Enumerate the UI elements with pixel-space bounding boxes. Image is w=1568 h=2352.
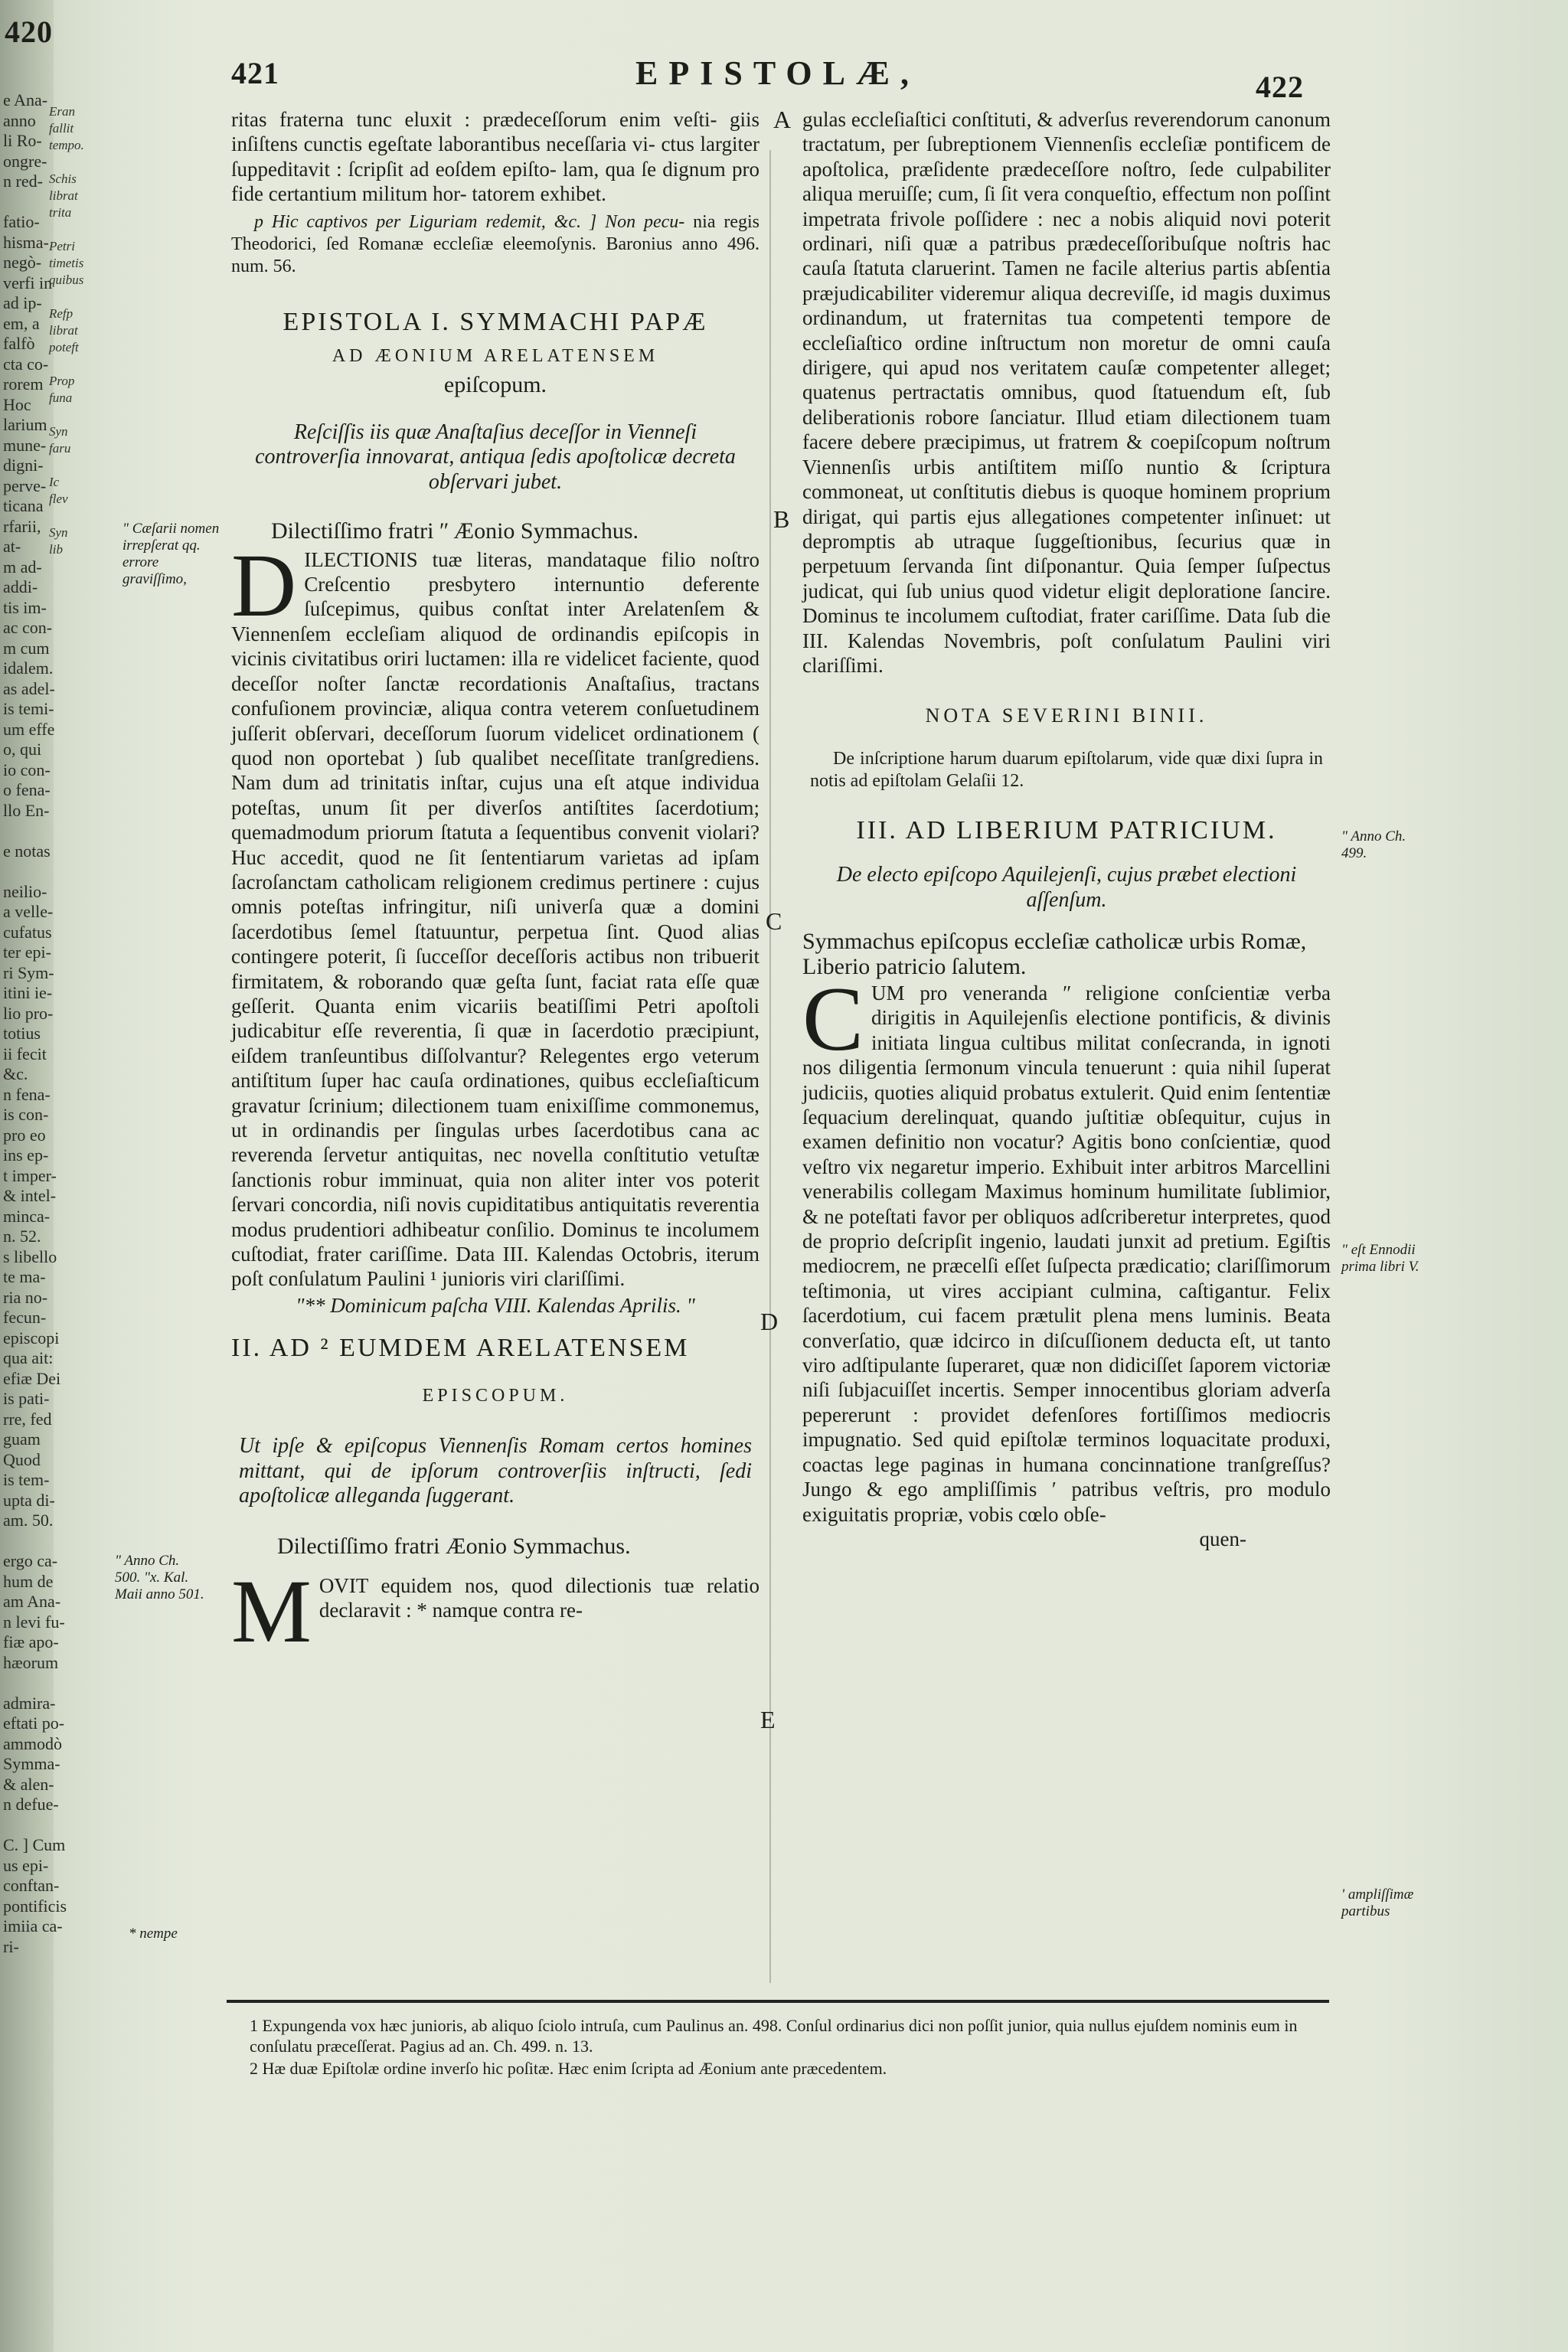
margin-note-anno-499: ʺ Anno Ch. 499. [1341,828,1406,861]
page-number-left: 421 [231,56,279,90]
left-edge-line: o, qui [3,740,42,759]
margin-note-caesarii: ʺ Cæſarii nomen irrepſerat qq. errore graviſſimo, [122,521,220,587]
left-edge-line: e notas [3,841,51,861]
left-edge-line: am. 50. [3,1511,54,1530]
left-edge-line: fecun- [3,1308,47,1327]
left-edge-line: addi- [3,577,38,596]
note-p [231,211,760,278]
intro-line: lam, qua ſe dignum pro fide certantium militum hor- [231,157,760,206]
left-edge-line: hum de [3,1571,54,1591]
left-edge-line: rre, fed [3,1409,52,1429]
ep3-body-para [802,967,1331,1527]
left-edge-line: &c. [3,1064,28,1083]
left-edge-line: idalem. [3,658,54,678]
left-edge-line: qua ait: [3,1348,54,1367]
left-edge-line: s libello [3,1246,57,1266]
left-edge-line: ria no- [3,1287,48,1307]
left-edge-line: & alen- [3,1774,54,1794]
ep3-catchword: quen- [1199,1527,1246,1550]
left-edge-line: verfi in [3,273,53,292]
left-edge-line: rfarii, [3,516,41,536]
left-edge-line: rorem [3,374,44,394]
ep1-summary: Reſciſſis iis quæ Anaſtaſius deceſſor in Vienneſi controverſia innovarat, antiqua ſedis apoſtolicæ decreta obſervari jubet. [255,420,736,494]
left-edge-line: fatio- [3,212,40,231]
ep2-title: II. AD ² EUMDEM ARELATENSEM [231,1334,690,1363]
left-edge-line: lio pro- [3,1003,54,1023]
left-edge-line: itini ie- [3,983,53,1002]
left-edge-line: Symma- [3,1754,60,1773]
left-edge-line: ammodò [3,1733,62,1753]
intro-line: giis inſiſtens cunctis egeſtate laborantibus neceſſaria vi- [231,108,760,156]
left-edge-line [3,821,51,841]
intro-line: ctus largiter ſuppeditavit : ſcripſit ad eoſdem epiſto- [231,132,760,181]
left-edge-line: upta di- [3,1490,55,1510]
left-edge-line: ri Sym- [3,962,54,982]
left-edge-line: is con- [3,1105,49,1124]
left-edge-line: m cum [3,638,50,658]
ep2-summary: Ut ipſe & epiſcopus Viennenſis Romam certos homines mittant, qui de ipſorum controverſiis inſtructi, ſedi apoſtolicæ allegandа ſuggerant. [239,1434,752,1508]
running-title: EPISTOLÆ, [635,54,920,92]
left-edge-line: digni- [3,456,44,475]
ep2-sub: EPISCOPUM. [422,1386,569,1406]
note-p-line2: nia regis Theodorici, ſed Romanæ eccleſiæ eleemoſynis. [231,211,760,254]
left-edge-line: hisma- [3,232,49,252]
left-edge-line: e Ana- [3,90,48,109]
left-edge-line: is pati- [3,1389,50,1408]
left-edge-line [3,192,51,213]
ep3-summary: De electo epiſcopo Aquilejenſi, cujus præbet electioni aſſenſum. [836,863,1297,912]
left-edge-line: conftan- [3,1876,60,1895]
ep1-sub: AD ÆONIUM ARELATENSEM [332,345,659,366]
left-edge-line: llo En- [3,800,50,820]
ep3-salutation: Symmachus epiſcopus eccleſiæ catholicæ urbis Romæ, Liberio patricio ſalutem. [802,929,1307,979]
left-edge-line: fiæ apo- [3,1632,59,1651]
margin-note-amplissimae: ʹ ampliſſimæ partibus [1341,1886,1414,1919]
footnote-1: 1 Expungenda vox hæc junioris, ab aliquo ſciolo intruſa, cum Paulinus an. 498. Conſul ordinarius dici non poſſit junior, quia nullus ejuſdem nominis eum in conſulatu præceſſerat. Pagius ad an. Ch. 499. n. 13. [250,2016,1298,2056]
left-edge-line: m ad- [3,557,42,577]
note-p-line3: Baronius anno 496. num. 56. [231,234,760,276]
left-edge-line: minca- [3,1206,51,1226]
left-edge-line: eftati po- [3,1713,65,1733]
ep2-salutation: Dilectiſſimo fratri Æonio Symmachus. [277,1534,631,1560]
nota-body: De inſcriptione harum duarum epiſtolarum, vide quæ dixi ſupra in notis ad epiſtolam Gelaſii 12. [810,749,1323,792]
ep1-date-note: ʺ** Dominicum paſcha VIII. Kalendas Aprilis. ʺ [296,1293,695,1317]
left-edge-line: ii fecit [3,1044,47,1063]
left-edge-line: ticana [3,496,44,515]
margin-letter-e: E [760,1706,776,1733]
ep1-body: ILECTIONIS tuæ literas, mandataque filio noſtro Creſcentio presbytero internuntio deferente ſuſcepimus, quibus conſtat inter Arelatenſem & Viennenſem eccleſiam aliquod de ordinandis epiſcopis in vicinis civitatibus oriri luctamen: illa re videlicet faciente, quod deceſſor noſter ſanctæ recordationis Anaſtaſius, tractans confuſionem provinciæ, aliqua contra veterem conſuetudinem juſſerit obſervari, deceſſorum ſuorum videlicet ordinationem ( quod non oportebat ) ſub qualibet neceſſitate tranſgrediens. Nam dum ad trinitatis inſtar, cujus una eſt atque individua poteſtas, unum ſit per diverſos antiſtites ſacerdotium; quemadmodum priorum ſtatuta a ſequentibus convenit violari? Huc accedit, quod ne ſit ſententiarum varietas ad ipſam ſacroſanctam catholicam religionem credimus pertinere : cujus omnis poteſtas infringitur, niſi univerſa quæ a domini ſacerdotibus ſemel ſtatuuntur, perpetua ſint. Quod alias contingere poterit, ſi ſucceſſor deceſſoris actibus non tribuerit firmitatem, & roborando quæ geſta ſunt, faciat rata eſſe quæ geſſerit. Quanta enim vicariis beatiſſimi Petri apoſtoli judicabitur eſſe reverentia, ſi quæ in ſacerdotio præcipiunt, eiſdem tranſeuntibus diſſolvantur? Relegentes ergo veterum antiſtitum ſuper hac cauſa ordinationes, quibus eccleſiaſticum gravatur ſcrinium; dilectionem tuam enixiſſime commonemus, ut in ordinandis per ſingulas urbes ſacerdotibus cana ac reverenda ſervetur antiquitas, nec novella conſtitutio vetuſtæ ſanctionis robur imminuat, quia non aliter inter vos poterit ſervari concordia, niſi novis cupiditatibus antiquitatis reverentia modus prudentiori adhibeatur conſilio. Dominus te incolumem cuſtodiat, frater cariſſime. Data III. Kalendas Octobris, iterum poſt conſulatum Paulini ¹ junioris viri clariſſimi. [231,547,760,1291]
note-p-line1: p Hic captivos per Liguriam redemit, &c. ] Non pecu- [254,211,685,232]
left-edge-line: larium [3,415,47,434]
ep3-dropcap: C [802,967,864,1070]
left-edge-line: pro eo [3,1125,46,1145]
ep1-body-para [231,534,760,1292]
left-edge-line: n red- [3,172,43,191]
left-edge-line: n. 52. [3,1227,41,1246]
left-edge-line: ins ep- [3,1145,49,1165]
margin-note-nempe: * nempe [129,1926,178,1942]
left-edge-line: tis im- [3,597,47,617]
left-edge-line: am Ana- [3,1592,61,1611]
left-edge-line: cta co- [3,354,49,374]
left-edge-line: ac con- [3,618,53,637]
left-edge-line: ad ip- [3,293,42,312]
left-edge-line: ter epi- [3,942,51,962]
left-edge-line: t imper- [3,1165,57,1185]
left-edge-line: pontificis [3,1896,67,1916]
column-divider [769,150,771,1983]
right-column [802,107,1331,1551]
left-edge-line: imiia ca- [3,1916,63,1936]
left-edge-line: ergo ca- [3,1551,58,1570]
left-edge-line: admira- [3,1693,56,1713]
left-edge-line: a velle- [3,902,54,921]
margin-letter-c: C [766,907,782,935]
margin-letter-a: A [773,106,792,133]
left-edge-line: totius [3,1024,41,1043]
left-edge-line: & intel- [3,1186,57,1205]
left-edge-line: em, a [3,313,40,333]
left-edge-line: us epi- [3,1855,49,1875]
margin-letter-b: B [773,505,790,533]
left-edge-line: episcopi [3,1328,60,1348]
ep3-body: UM pro veneranda ʺ religione conſcientiæ verba dirigitis in Aquilejenſis electione pontificis, & divinis initiata lingua cultibus militat conſecranda, in ignoti nos diligentia ſermonum vincula tenuerunt : quia nihil ſuperat judiciis, quoties aliquid probatus extulerit. Quid enim ſententiæ ſequacium derelinquat, quando juſtitiæ obſequitur, cujus in examen definitio non vocatur? Agitis bono conſcientiæ, quod veſtro vix negaretur imperio. Exhibuit inter arbitros Marcellini venerabilis collegam Maximus hominum humilitate ſublimior, & ne poteſtati favor per obliquos adſcriberetur interpretes, quod de proprio deſcripſit ingenio, laudati junxit ad pretium. Egiſtis mediocrem, ne præcelſi eſſet ſuſpecta prædicatio; clariſſimorum teſtimonia, ut vires accipiant culmina, caſtigantur. Felix ſacerdotium, cui facem prætulit plena mens luminis. Beata converſatio, quæ idcirco in diſcuſſionem deducta eſt, ut tanto viro adſtipulante ſuperaret, quæ non didiciſſet ſaporem victoriæ niſi ſubjacuiſſet incertis. Semper innocentibus gloriam adverſa pepererunt : providet defenſores fortiſſimos mediocris impugnatio. Sed quid epiſtolæ terminos loquacitate produxi, coactas lege paginas in humana concinnatione tranſgreſſus? Jungo & ego ampliſſimis ʹ patribus veſtris, pro modulo exiguitatis propriæ, vobis cœlo obſe- [802,981,1331,1526]
left-edge-line [3,1673,51,1694]
left-edge-line: hæorum [3,1652,59,1672]
left-edge-line: o fena- [3,780,51,799]
margin-note-anno-500: ʺ Anno Ch. 500. ʺx. Kal. Maii anno 501. [115,1553,204,1602]
left-edge-line: negò- [3,253,42,272]
left-edge-line [3,1531,51,1552]
left-edge-line: n fena- [3,1084,51,1104]
left-edge-line: Hoc [3,394,31,414]
left-edge-line: cufatus [3,922,52,942]
ep2-body: OVIT equidem nos, quod dilectionis tuæ relatio declaravit : * namque contra re- [318,1573,760,1622]
left-edge-line: io con- [3,760,51,779]
left-edge-line [3,861,51,882]
page-number-right: 422 [1256,70,1304,104]
left-edge-line: ri- [3,1936,19,1956]
intro-line: ritas fraterna tunc eluxit : prædeceſſorum enim veſti- [231,108,730,131]
left-edge-line: neilio- [3,881,47,901]
ep1-sub2: epiſcopum. [443,371,547,397]
intro-paragraph [231,107,760,207]
left-edge-line: mune- [3,435,47,455]
left-edge-line: is tem- [3,1470,50,1489]
left-edge-line: ongre- [3,151,47,171]
ep2-body-para [231,1560,760,1661]
ep2-dropcap: M [231,1560,312,1661]
left-edge-line [3,1815,51,1836]
left-page-number: 420 [5,15,53,49]
left-edge-line: te ma- [3,1267,46,1286]
left-edge-line: guam [3,1429,41,1449]
margin-note-ennodii: ʺ eſt Ennodii prima libri V. [1341,1242,1419,1275]
left-edge-line: um effe [3,719,55,739]
nota-title: NOTA SEVERINI BINII. [925,704,1208,727]
right-top-para: gulas eccleſiaſtici conſtituti, & adverſus reverendorum canonum tractatum, per ſubreptionem Viennenſis eccleſiæ pontificem de apoſtolica, præſidente prædeceſſore noſtro, ſede culpabiliter aliqua meruiſſe; cum, ſi ſit vera conqueſtio, effectum non poſſint impetrata frivole poſſidere : nec a nobis aliquid novi poterit ordinari, niſi quæ a patribus prædeceſſoribuſque noſtris hac cauſa ſtatuta claruerint. Tamen ne facile alterius partis abſentia præjudicabiliter videremur aliqua decreviſſe, id magis duximus ordinandum, ut fraternitas tua competenti tempore de eccleſiaſtico ordine inſtructum non moretur de omni cauſa dirigere, qui apud nos veritatem cauſæ competenter alleget; quatenus pertractatis omnibus, quod ſtatuendum eſt, ſub deliberationis robore ſanciatur. Illud etiam dilectionem tuam facere debere præcipimus, ut fratrem & coepiſcopum noſtrum Viennenſis urbis antiſtitem miſſo nuntio & ſcriptura commoneat, ut conſtitutis diebus is quoque hominem proprium dirigat, qui partis ejus allegationes competenter inſinuet: ut depromptis ab utraque ſuggeſtionibus, ſecurius quæ in perpetuum ſervanda ſint diſponantur. Quia ſemper ſuſpectus judicat, qui ſub unius quod videtur eligit deploratione ſancire. Dominus te incolumem cuſtodiat, frater cariſſime. Data ſub die III. Kalendas Novembris, poſt conſulatum Paulini viri clariſſimi. [802,108,1331,677]
left-edge-line: efiæ Dei [3,1368,61,1388]
footnote-2: 2 Hæ duæ Epiſtolæ ordine inverſo hic poſitæ. Hæc enim ſcripta ad Æonium ante præcedentem. [250,2059,887,2078]
ep3-title: III. AD LIBERIUM PATRICIUM. [856,816,1277,845]
left-edge-line: li Ro- [3,131,42,150]
ep1-title: EPISTOLA I. SYMMACHI PAPÆ [283,307,708,336]
left-edge-line: C. ] Cum [3,1835,66,1854]
left-edge-line: n levi fu- [3,1612,65,1632]
margin-letter-d: D [760,1308,779,1335]
intro-line: tatorem exhibet. [472,182,606,206]
left-column [231,107,760,1661]
left-edge-line: at- [3,537,21,556]
ep1-salutation: Dilectiſſimo fratri ʺ Æonio Symmachus. [271,518,639,544]
left-edge-line: perve- [3,475,47,495]
left-edge-line: falfò [3,334,35,353]
left-edge-line: is temi- [3,699,54,718]
left-edge-line: n defue- [3,1795,59,1814]
left-edge-line: Quod [3,1449,41,1469]
footnote-rule [227,2000,1329,2003]
left-page-edge-sidenotes: Eran fallit tempo. Schis librat trita Petri timetis quibus Refp librat poteft Prop funa Syn faru Ic flev Syn lib [49,104,84,557]
left-edge-line: anno [3,110,36,130]
left-edge-line: as adel- [3,678,55,698]
ep1-dropcap: D [231,534,297,635]
